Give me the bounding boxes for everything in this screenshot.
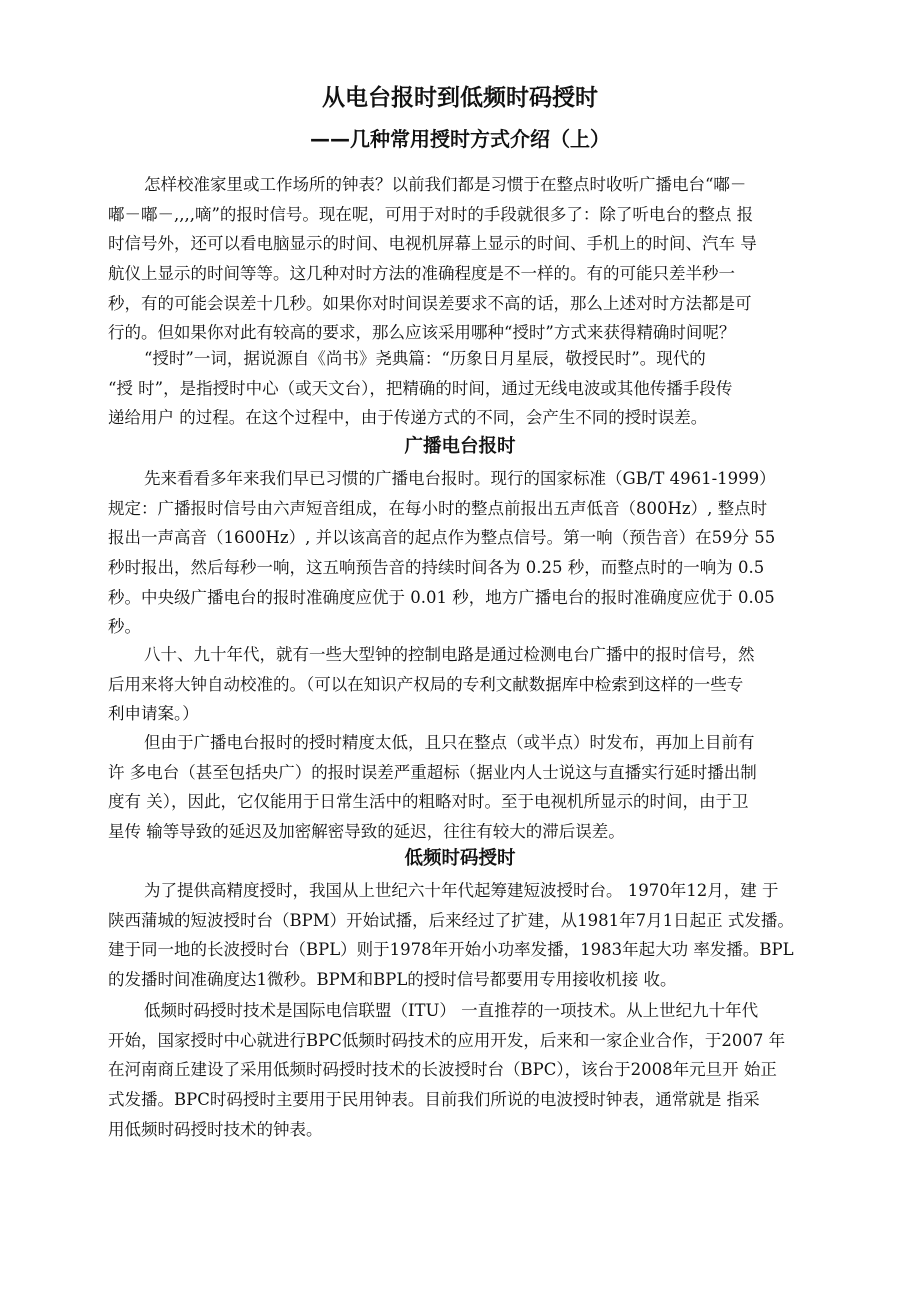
section2-paragraph-1 bbox=[108, 876, 848, 995]
text-line: 先来看看多年来我们早已习惯的广播电台报时。现行的国家标准（GB/T 4961-1999） bbox=[144, 469, 776, 488]
section2-paragraph-2 bbox=[108, 996, 848, 1144]
text-line: 秒。中央级广播电台的报时准确度应优于 0.01 秒，地方广播电台的报时准确度应优于 0.05 bbox=[108, 587, 775, 607]
text-line: 规定：广播报时信号由六声短音组成，在每小时的整点前报出五声低音（800Hz）, 整点时 bbox=[108, 498, 768, 518]
section-heading-low-frequency: 低频时码授时 bbox=[404, 848, 516, 869]
section-heading-broadcast: 广播电台报时 bbox=[404, 436, 516, 457]
section1-paragraph-1 bbox=[108, 464, 848, 642]
text-line: 但由于广播电台报时的授时精度太低，且只在整点（或半点）时发布，再加上目前有 bbox=[144, 733, 755, 752]
text-line: 式发播。BPC时码授时主要用于民用钟表。目前我们所说的电波授时钟表，通常就是 指采 bbox=[108, 1090, 760, 1110]
document-subtitle: ——几种常用授时方式介绍（上） bbox=[310, 127, 610, 151]
text-line: “授 时”，是指授时中心（或天文台），把精确的时间，通过无线电波或其他传播手段传 bbox=[108, 378, 733, 398]
text-line: 星传 输等导致的延迟及加密解密导致的延迟，往往有较大的滞后误差。 bbox=[108, 822, 625, 842]
text-line: 怎样校准家里或工作场所的钟表？以前我们都是习惯于在整点时收听广播电台“嘟－ bbox=[144, 175, 747, 194]
text-line: 秒，有的可能会误差十几秒。如果你对时间误差要求不高的话，那么上述对时方法都是可 bbox=[108, 293, 752, 313]
intro-paragraph-1 bbox=[108, 170, 848, 348]
text-line: 建于同一地的长波授时台（BPL）则于1978年开始小功率发播，1983年起大功 率发播。BPL bbox=[108, 940, 794, 960]
text-line: 嘟－嘟－,,,,嘀”的报时信号。现在呢，可用于对时的手段就很多了：除了听电台的整点 报 bbox=[108, 204, 754, 224]
text-line: 许 多电台（甚至包括央广）的报时误差严重超标（据业内人士说这与直播实行延时播出制 bbox=[108, 762, 757, 782]
text-line: 用低频时码授时技术的钟表。 bbox=[108, 1119, 323, 1139]
text-line: 为了提供高精度授时，我国从上世纪六十年代起筹建短波授时台。 1970年12月，建 于 bbox=[144, 881, 779, 900]
text-line: 在河南商丘建设了采用低频时码授时技术的长波授时台（BPC），该台于2008年元旦开 始正 bbox=[108, 1060, 777, 1080]
section1-paragraph-2 bbox=[108, 640, 848, 729]
text-line: 陕西蒲城的短波授时台（BPM）开始试播，后来经过了扩建，从1981年7月1日起正 式发播。 bbox=[108, 910, 794, 930]
text-line: 秒。 bbox=[108, 617, 141, 637]
text-line: 利申请案。） bbox=[108, 704, 199, 724]
text-line: 的发播时间准确度达1微秒。BPM和BPL的授时信号都要用专用接收机接 收。 bbox=[108, 970, 677, 990]
text-line: “授时”一词，据说源自《尚书》尧典篇：“历象日月星辰，敬授民时”。现代的 bbox=[144, 349, 706, 368]
text-line: 递给用户 的过程。在这个过程中，由于传递方式的不同，会产生不同的授时误差。 bbox=[108, 408, 708, 428]
text-line: 后用来将大钟自动校准的。（可以在知识产权局的专利文献数据库中检索到这样的一些专 bbox=[108, 674, 744, 694]
text-line: 低频时码授时技术是国际电信联盟（ITU） 一直推荐的一项技术。从上世纪九十年代 bbox=[144, 1001, 759, 1020]
intro-paragraph-2 bbox=[108, 344, 848, 433]
text-line: 开始，国家授时中心就进行BPC低频时码技术的应用开发，后来和一家企业合作，于2007 年 bbox=[108, 1030, 786, 1050]
text-line: 八十、九十年代，就有一些大型钟的控制电路是通过检测电台广播中的报时信号，然 bbox=[144, 645, 755, 664]
text-line: 报出一声高音（1600Hz）, 并以该高音的起点作为整点信号。第一响（预告音）在59分 55 bbox=[108, 528, 776, 548]
text-line: 度有 关），因此，它仅能用于日常生活中的粗略对时。至于电视机所显示的时间，由于卫 bbox=[108, 792, 749, 812]
text-line: 秒时报出，然后每秒一响，这五响预告音的持续时间各为 0.25 秒，而整点时的一响为 0.5 bbox=[108, 558, 765, 578]
document-title: 从电台报时到低频时码授时 bbox=[322, 85, 598, 111]
section1-paragraph-3 bbox=[108, 728, 848, 847]
text-line: 时信号外，还可以看电脑显示的时间、电视机屏幕上显示的时间、手机上的时间、汽车 导 bbox=[108, 234, 757, 254]
text-line: 航仪上显示的时间等等。这几种对时方法的准确程度是不一样的。有的可能只差半秒一 bbox=[108, 264, 735, 284]
text-line: 行的。但如果你对此有较高的要求，那么应该采用哪种“授时”方式来获得精确时间呢？ bbox=[108, 323, 736, 343]
